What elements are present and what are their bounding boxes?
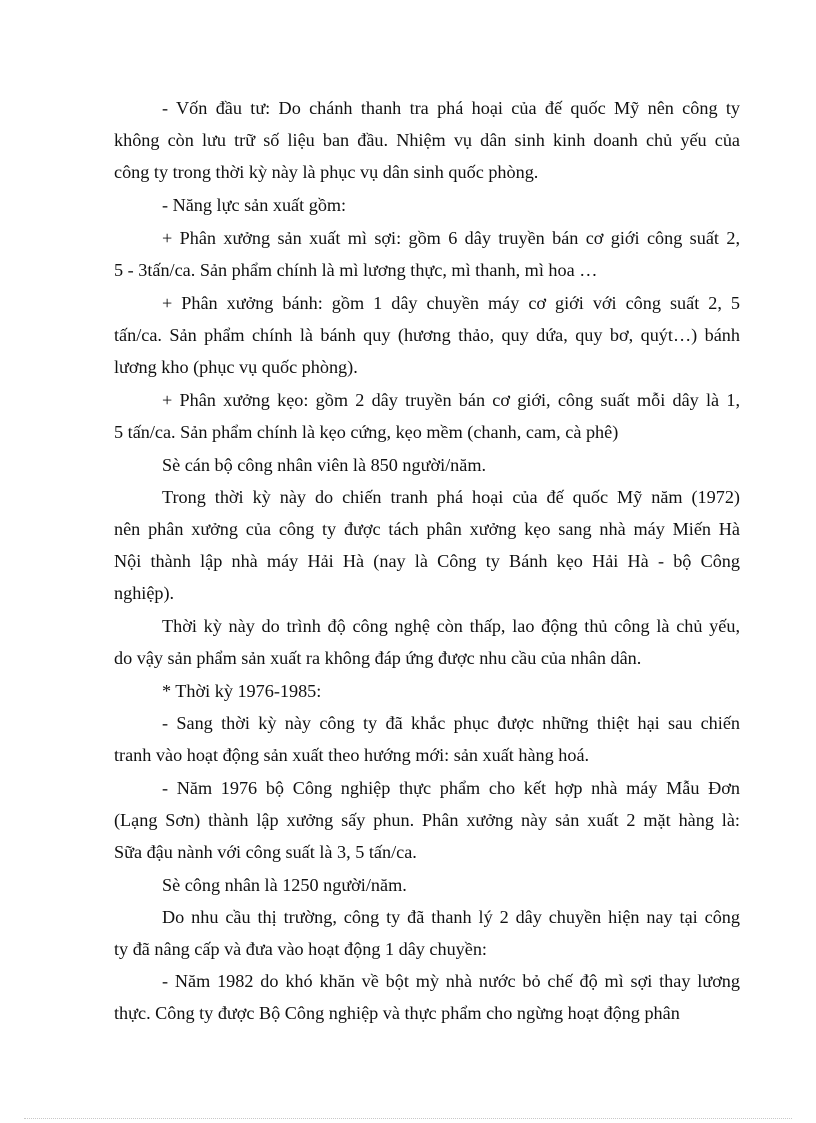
text-line: nên phân xưởng của công ty được tách phân xưởng kẹo sang nhà máy Miến Hà xyxy=(114,519,740,539)
text-line: Sè công nhân là 1250 người/năm. xyxy=(162,875,407,895)
text-line: - Năm 1982 do khó khăn về bột mỳ nhà nước bỏ chế độ mì sợi thay lương xyxy=(162,971,740,991)
text-line: - Vốn đầu tư: Do chánh thanh tra phá hoại của đế quốc Mỹ nên công ty xyxy=(162,98,740,118)
text-line: Trong thời kỳ này do chiến tranh phá hoại của đế quốc Mỹ năm (1972) xyxy=(162,487,740,507)
text-line: + Phân xưởng kẹo: gồm 2 dây truyền bán cơ giới, công suất mỗi dây là 1, xyxy=(162,390,740,410)
text-line: (Lạng Sơn) thành lập xưởng sấy phun. Phân xưởng này sản xuất 2 mặt hàng là: xyxy=(114,810,740,830)
text-line: lương kho (phục vụ quốc phòng). xyxy=(114,357,358,377)
text-line: + Phân xưởng bánh: gồm 1 dây chuyền máy cơ giới với công suất 2, 5 xyxy=(162,293,740,313)
text-line: tranh vào hoạt động sản xuất theo hướng mới: sản xuất hàng hoá. xyxy=(114,745,590,765)
text-line: thực. Công ty được Bộ Công nghiệp và thực phẩm cho ngừng hoạt động phân xyxy=(114,1003,680,1023)
text-line: - Năm 1976 bộ Công nghiệp thực phẩm cho kết hợp nhà máy Mẫu Đơn xyxy=(162,778,740,798)
text-line: Sè cán bộ công nhân viên là 850 người/năm. xyxy=(162,455,487,475)
text-line: tấn/ca. Sản phẩm chính là bánh quy (hương thảo, quy dứa, quy bơ, quýt…) bánh xyxy=(114,325,740,345)
text-line: - Sang thời kỳ này công ty đã khắc phục được những thiệt hại sau chiến xyxy=(162,713,740,733)
text-line: ty đã nâng cấp và đưa vào hoạt động 1 dây chuyền: xyxy=(114,939,487,959)
text-line: công ty trong thời kỳ này là phục vụ dân sinh quốc phòng. xyxy=(114,162,539,182)
page-bottom-divider xyxy=(24,1118,792,1119)
text-line: Nội thành lập nhà máy Hải Hà (nay là Công ty Bánh kẹo Hải Hà - bộ Công xyxy=(114,551,740,571)
text-line: 5 - 3tấn/ca. Sản phẩm chính là mì lương thực, mì thanh, mì hoa … xyxy=(114,260,598,280)
text-line: nghiệp). xyxy=(114,583,175,603)
text-line: Thời kỳ này do trình độ công nghệ còn thấp, lao động thủ công là chủ yếu, xyxy=(162,616,740,636)
text-line: 5 tấn/ca. Sản phẩm chính là kẹo cứng, kẹo mềm (chanh, cam, cà phê) xyxy=(114,422,619,442)
text-line: - Năng lực sản xuất gồm: xyxy=(162,195,347,215)
section-heading: * Thời kỳ 1976-1985: xyxy=(162,681,322,701)
text-line: + Phân xưởng sản xuất mì sợi: gồm 6 dây truyền bán cơ giới công suất 2, xyxy=(162,228,740,248)
text-line: không còn lưu trữ số liệu ban đầu. Nhiệm vụ dân sinh kinh doanh chủ yếu của xyxy=(114,130,740,150)
text-line: Sữa đậu nành với công suất là 3, 5 tấn/ca. xyxy=(114,842,417,862)
text-line: Do nhu cầu thị trường, công ty đã thanh lý 2 dây chuyền hiện nay tại công xyxy=(162,907,740,927)
text-line: do vậy sản phẩm sản xuất ra không đáp ứng được nhu cầu của nhân dân. xyxy=(114,648,642,668)
